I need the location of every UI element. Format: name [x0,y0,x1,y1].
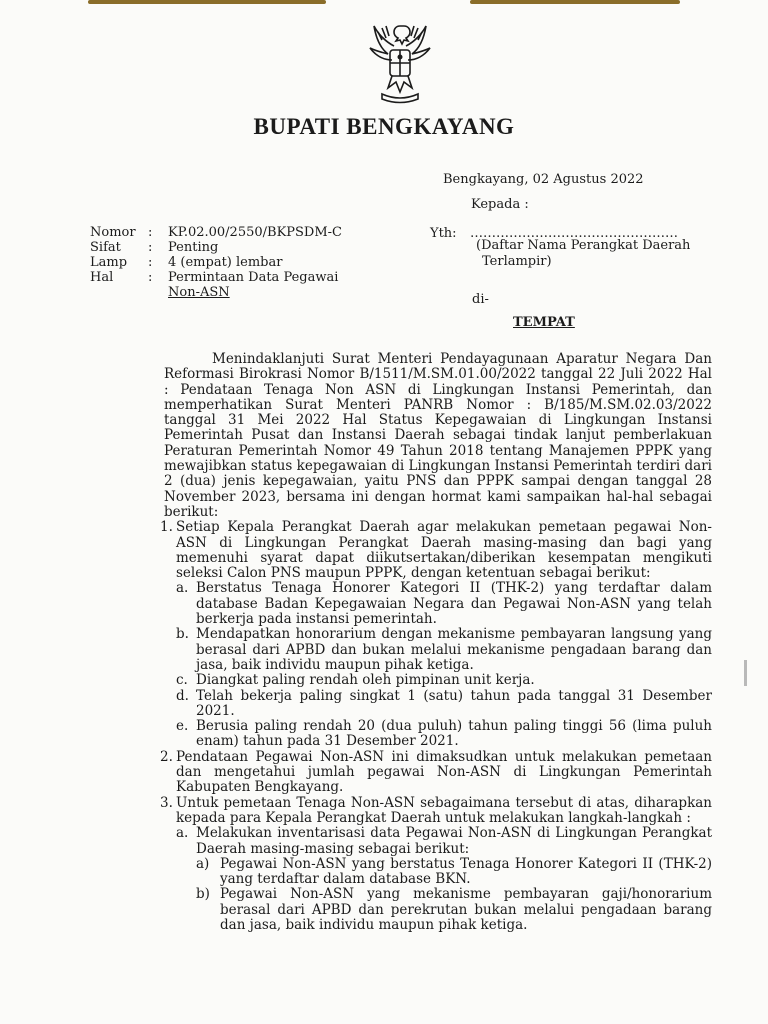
nomor-colon: : [148,225,153,240]
list-item-3 [160,796,712,934]
item-3a [176,826,712,933]
kepada-label: Kepada : [471,197,529,212]
item-1c [176,673,712,688]
recipient-line-2: Terlampir) [482,254,552,269]
place-date: Bengkayang, 02 Agustus 2022 [443,172,644,187]
item-1a-text: Berstatus Tenaga Honorer Kategori II (THK-2) yang terdaftar dalam database Badan Kepegawaian Negara dan Pegawai Non-ASN yang telah berkerja pada instansi pemerintah. [196,580,712,628]
meta-sifat [90,240,342,255]
item-1e-text: Berusia paling rendah 20 (dua puluh) tahun paling tinggi 56 (lima puluh enam) tahun pada 31 Desember 2021. [196,718,712,750]
intro-paragraph: Menindaklanjuti Surat Menteri Pendayagunaan Aparatur Negara Dan Reformasi Birokrasi Nomor B/1511/M.SM.01.00/2022 tanggal 22 Juli 2022 Hal : Pendataan Tenaga Non ASN di Lingkungan Instansi Pemerintah, dan memperhatikan Surat Menteri PANRB Nomor : B/185/M.SM.02.03/2022 tanggal 31 Mei 2022 Hal Status Kepegawaian di Lingkungan Instansi Pemerintah Pusat dan Instansi Daerah sebagai tindak lanjut pemberlakuan Peraturan Pemerintah Nomor 49 Tahun 2018 tentang Manajemen PPPK yang mewajibkan status kepegawaian di Lingkungan Instansi Pemerintah terdiri dari 2 (dua) jenis kepegawaian, yaitu PNS dan PPPK sampai dengan tanggal 28 November 2023, bersama ini dengan hormat kami sampaikan hal-hal sebagai berikut: [164,351,712,520]
item-1b-letter: b. [176,626,189,643]
di-label: di- [472,292,489,307]
lamp-label: Lamp [90,255,128,270]
meta-hal-cont [90,285,342,300]
item-1e [176,719,712,750]
letterhead-title: BUPATI BENGKAYANG [253,114,515,139]
item-3a-a-letter: a) [196,855,210,872]
item-1-number: 1. [160,519,173,536]
hal-value-1: Permintaan Data Pegawai [168,270,339,285]
item-2-text: Pendataan Pegawai Non-ASN ini dimaksudkan untuk melakukan pemetaan dan mengetahui jumlah pegawai Non-ASN di Lingkungan Pemerintah Kabupaten Bengkayang. [176,748,712,796]
sifat-value: Penting [168,240,219,255]
scan-margin-mark [744,660,747,686]
list-item-2 [160,750,712,796]
item-3a-b-text: Pegawai Non-ASN yang mekanisme pembayaran gaji/honorarium berasal dari APBD dan perekrutan bukan melalui pengadaan barang dan jasa, baik individu maupun pihak ketiga. [220,886,712,933]
nomor-value: KP.02.00/2550/BKPSDM-C [168,225,343,240]
item-3a-text: Melakukan inventarisasi data Pegawai Non-ASN di Lingkungan Perangkat Daerah masing-masing sebagai berikut: [196,825,712,857]
item-1a [176,581,712,627]
item-1d-letter: d. [176,687,189,704]
top-decoration-bar-left [88,0,326,4]
meta-hal [90,270,342,285]
meta-lamp [90,255,342,270]
lamp-value: 4 (empat) lembar [168,255,283,270]
top-decoration-bar-right [470,0,680,4]
item-1-text: Setiap Kepala Perangkat Daerah agar melakukan pemetaan pegawai Non-ASN di Lingkungan Perangkat Daerah masing-masing dan bagi yang memenuhi syarat dapat diikutsertakan/diberikan kesempatan mengikuti seleksi Calon PNS maupun PPPK, dengan ketentuan sebagai berikut: [176,519,712,582]
item-1d-text: Telah bekerja paling singkat 1 (satu) tahun pada tanggal 31 Desember 2021. [196,687,712,719]
nomor-label: Nomor [90,225,136,240]
item-3a-b-letter: b) [196,886,210,903]
hal-label: Hal [90,270,114,285]
hal-value-2: Non-ASN [168,285,230,300]
item-3a-a-text: Pegawai Non-ASN yang berstatus Tenaga Honorer Kategori II (THK-2) yang terdaftar dalam database BKN. [220,855,712,888]
item-3a-letter: a. [176,825,189,842]
sifat-label: Sifat [90,240,121,255]
sifat-colon: : [148,240,153,255]
lamp-colon: : [148,255,153,270]
yth-dots: ………………………………………… [470,226,678,241]
recipient-line-1: (Daftar Nama Perangkat Daerah [476,238,691,253]
item-1d [176,689,712,720]
list-item-1 [160,520,712,749]
item-2-number: 2. [160,748,173,765]
item-3a-a [196,857,712,888]
item-3-text: Untuk pemetaan Tenaga Non-ASN sebagaimana tersebut di atas, diharapkan kepada para Kepala Perangkat Daerah untuk melakukan langkah-langkah : [176,794,712,826]
tempat-label: TEMPAT [513,315,575,330]
garuda-emblem-icon [368,20,432,106]
item-3-number: 3. [160,794,173,811]
item-1e-letter: e. [176,718,189,735]
item-1c-text: Diangkat paling rendah oleh pimpinan unit kerja. [196,672,535,689]
letter-meta [90,225,342,300]
hal-colon: : [148,270,153,285]
item-1b [176,627,712,673]
meta-nomor [90,225,342,240]
item-1a-letter: a. [176,580,189,597]
yth-label: Yth: [430,226,457,241]
item-1c-letter: c. [176,672,188,689]
letter-body [160,351,712,933]
item-3a-b [196,887,712,933]
item-1b-text: Mendapatkan honorarium dengan mekanisme pembayaran langsung yang berasal dari APBD dan bukan melalui mekanisme pengadaan barang dan jasa, baik individu maupun pihak ketiga. [196,626,712,673]
